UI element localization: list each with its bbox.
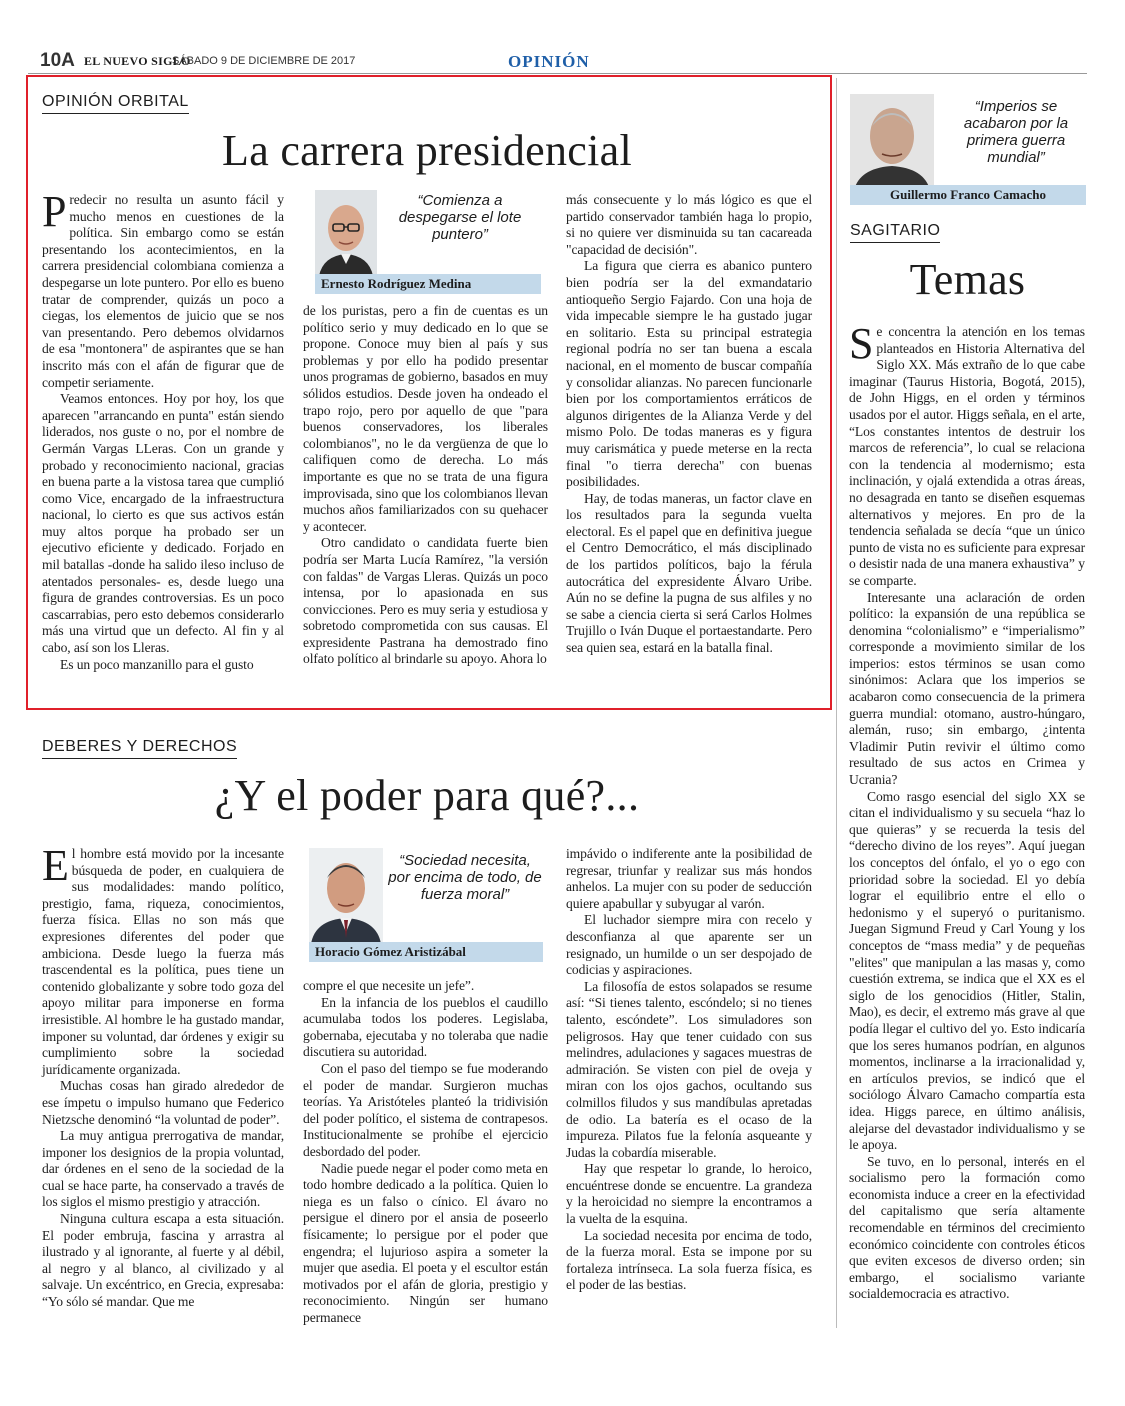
article1-headline: La carrera presidencial: [222, 126, 632, 175]
article1-col3-p3: Hay, de todas maneras, un factor clave en los resultados para la segunda vuelta electoral. Es el papel que en definitiva juegue el Centro Democrático, el más disciplinado de los partidos políticos, bajo la férula autocrática del expresidente Álvaro Uribe. Aún no se define la pugna de sus alfiles y no se sabe a ciencia cierta si será Carlos Holmes Trujillo o Iván Duque el portaestandarte. Pero sea quien sea, estará en la batalla final.: [566, 490, 812, 656]
article2-dropcap: E: [42, 841, 69, 890]
article1-col3-p1: más consecuente y lo más lógico es que el partido conservador también haga lo propio, si no quiere ver disminuida su tan cacareada "capacidad de decisión".: [566, 192, 812, 257]
article2-col1-p1: l hombre está movido por la incesante búsqueda de poder, en cualquiera de sus modalidades: mando político, prestigio, fama, riqueza, conocimientos, fuerza física. Ellas no son más que expresiones diferentes del poder que ambiciona. Desde luego la fuerza más trascendental es la política, pues tiene un contenido globalizante y sobre todo goza del apoyo militar para imponerse en forma irresistible. Al hombre le ha gustado mandar, imponer su voluntad, dar órdenes y exigir su cumplimiento sobre la sociedad jurídicamente organizada.: [42, 846, 284, 1077]
article1-col3: [566, 192, 812, 657]
article3-p3: Como rasgo esencial del siglo XX se citan el individualismo y su secuela “haz lo que quieras” y se recuerda la tesis del “derecho divino de los reyes”. Aquí juegan los conceptos del ónfalo, el yo o ego con prioridad sobre la sociedad. El yo debía lograr el equilibrio entre el ello o hedonismo y el superyó o puritanismo. Juegan Sigmund Freud y Carl Young y los conceptos de “mass media” y de pequeñas "elites" que manipulan a las masas y, como cuestión extrema, se indica que el XX es el siglo de los genocidios (Hitler, Stalin, Mao), es decir, el extremo más grave al que podía llegar el cultivo del yo. Esto indicaría que los seres humanos podrían, en algunos momentos, inclinarse a la irracionalidad y, en artículos previos, se indicó que el sociólogo Álvaro Camacho compartía esta idea. Higgs parece, en último análisis, alejarse del devastador individualismo y se le apoya.: [849, 788, 1085, 1153]
article1-quote: “Comienza a despegarse el lote puntero”: [398, 192, 522, 243]
author-photo: [315, 190, 377, 276]
article2-col2: [303, 978, 548, 1326]
article3-author-name: Guillermo Franco Camacho: [850, 185, 1086, 205]
article1-author-box: [303, 186, 541, 294]
article3-p4: Se tuvo, en lo personal, interés en el socialismo pero la formación como economista induce a creer en la efectividad del capitalismo que sería altamente recomendable en términos del crecimiento económico coincidente con controles éticos que eviten excesos de diverso orden; sin embargo, el socialismo variante socialdemocracia es atractivo.: [849, 1153, 1085, 1302]
author-photo: [309, 848, 383, 944]
article1-col2: [303, 303, 548, 668]
masthead: EL NUEVO SIGLO: [84, 54, 191, 68]
article1-dropcap: P: [42, 187, 67, 236]
article1-col1-p1: redecir no resulta un asunto fácil y mucho menos en cuestiones de la política. Sin embargo como se están presentando los acontecimientos, en la carrera presidencial colombiana comienza a despegarse un lote puntero. Por ello es bueno tratar de comprender, quizás un poco a ciegas, los elementos de juicio que se nos van presentando. Pero debemos olvidarnos de esa "montonera" de aspirantes que se han inscrito más con el afán de figurar que de competir seriamente.: [42, 192, 284, 390]
article2-headline: ¿Y el poder para qué?...: [214, 771, 640, 820]
article2-col1-p2: Muchas cosas han girado alrededor de ese ímpetu o impulso humano que Federico Nietzsche denominó “la voluntad de poder”.: [42, 1078, 284, 1127]
article2-col3-p1: impávido o indiferente ante la posibilidad de regresar, triunfar y realizar sus más hondos anhelos. La mujer con su poder de seducción quiere apabullar y subyugar al varón.: [566, 846, 812, 911]
article1-col3-p2: La figura que cierra es abanico puntero bien podría ser la del exmandatario antioqueño Sergio Fajardo. Con una hoja de vida impecable siempre le ha gustado jugar en solitario. Esta su principal estrategia regional podría no ser tan buena a escala nacional, en el momento de buscar compañía y consolidar alianzas. No parecen funcionarle bien por los comportamientos erráticos de algunos dirigentes de la Alianza Verde y del mismo Polo. De todas maneras es y figura muy carismática y puede meterse en la recta final "o tierra derecha" con buenas posibilidades.: [566, 258, 812, 490]
article2-col3-p3: La filosofía de estos solapados se resume así: “Si tienes talento, escóndelo; si no tienes talento, escóndete”. Los simuladores son peligrosos. Hay que tener cuidado con sus melindres, adulaciones y sagaces muestras de admiración. Se visten con piel de oveja y miran con los ojos gachos, ocultando sus colmillos filudos y sus mandíbulas apretadas de odio. La batería es el ocaso de la impureza. Pilatos fue la felonía asqueante y Judas la cobardía miserable.: [566, 978, 812, 1160]
article2-col1-p3: La muy antigua prerrogativa de mandar, imponer los designios de la propia voluntad, dar órdenes en el seno de la sociedad de la cual se hace parte, ha conservado a través de los siglos el mismo prestigio y atracción.: [42, 1128, 284, 1210]
article2-section-label: DEBERES Y DERECHOS: [42, 738, 237, 759]
article3-p2: Interesante una aclaración de orden político: la expansión de una república se denomina “colonialismo” e “imperialismo” corresponde a movimiento similar de los imperios: estos términos se usan como sinónimos: Aclara que los imperios se acabaron como consecuencia de la primera guerra mundial: otomano, austro-húngaro, alemán, ruso; sin embargo, ¿intenta Vladimir Putin revivir el último como resultado de sus actos en Crimea y Ucrania?: [849, 589, 1085, 788]
header-rule: [28, 73, 1087, 74]
header-date: SÁBADO 9 DE DICIEMBRE DE 2017: [172, 55, 356, 67]
article1-col1-p3: Es un poco manzanillo para el gusto: [60, 656, 254, 672]
article2-col3-p2: El luchador siempre mira con recelo y desconfianza al que aparente ser un resignado, un humilde o un ser despojado de codicias y aspiraciones.: [566, 912, 812, 978]
article2-col2-p1: compre el que necesite un jefe”.: [303, 978, 475, 993]
author-photo: [850, 94, 934, 190]
article3-headline: Temas: [909, 255, 1026, 304]
article1-section-label: OPINIÓN ORBITAL: [42, 93, 189, 114]
page-header: [40, 50, 1085, 74]
article2-col3-p5: La sociedad necesita por encima de todo, de la fuerza moral. Esta se impone por su fortaleza intrínseca. La sola fuerza física, es el poder de las bestias.: [566, 1227, 812, 1293]
article3-quote: “Imperios se acabaron por la primera guerra mundial”: [963, 98, 1069, 166]
article3-dropcap: S: [849, 319, 874, 368]
article2-col2-p3: Con el paso del tiempo se fue moderando el poder de mandar. Surgieron muchas teorías. Ya Aristóteles planteó la tridivisión del poder político, el sistema de contrapesos. Institucionalmente se prohíbe el ejercicio desbordado del poder.: [303, 1060, 548, 1159]
article1-author-name: Ernesto Rodríguez Medina: [315, 274, 541, 294]
article2-col1: [42, 841, 284, 1311]
article1-col2-p2: Otro candidato o candidata fuerte bien podría ser Marta Lucía Ramírez, "la versión con faldas" de Vargas Lleras. Quizás un poco intensa, por lo apasionada en sus convicciones. Pero es muy seria y estudiosa y sobretodo comprometida con sus causas. El expresidente Pastrana ha demostrado fino olfato político al brindarle su apoyo. Ahora lo: [303, 535, 548, 667]
article2-col1-p4: Ninguna cultura escapa a esta situación. El poder embruja, fascina y arrastra al ilustrado y al ignorante, al fuerte y al débil, al negro y al blanco, al civilizado y al salvaje. Un excéntrico, en Grecia, expresaba: “Yo sólo sé mandar. Que me: [42, 1211, 284, 1310]
page-number: 10A: [40, 50, 75, 71]
article2-author-box: [303, 846, 548, 966]
column-divider: [836, 78, 837, 1328]
article3-col: [849, 319, 1085, 1303]
article3-p1: e concentra la atención en los temas planteados en Historia Alternativa del Siglo XX. Más extraño de lo que cabe imaginar (Taurus Historia, Bogotá, 2015), de John Higgs, en el orden y términos usados por el autor. Higgs señala, en el arte, “Los constantes intentos de destruir los marcos de referencia”, lo cual se relaciona con la tendencia al modernismo; esta inclinación, y ojalá extendida a otras áreas, no desagrada en tanto se diseñen esquemas alternativos y mejores. En pro de la tendencia señalada se decía “que un único punto de vista no es suficiente para expresar o desistir nada de una manera exhaustiva” y se comparte.: [849, 324, 1085, 588]
article2-col3: [566, 846, 812, 1294]
article1-col2-p1: de los puristas, pero a fin de cuentas es un político serio y muy dedicado en lo que se propone. Conoce muy bien al país y sus problemas y por ello ha podido presentar unos programas de gobierno, basados en muy sólidos estudios. Desde joven ha ondeado el trapo rojo, pero por aquello de que "para buenos conservadores, los liberales colombianos", no le da vergüenza de que lo califiquen como de derecha. Lo más importante es que no se trata de una figura improvisada, sino que los colombianos llevan muchos años familiarizados con su quehacer y acontecer.: [303, 303, 548, 534]
section-title: OPINIÓN: [508, 52, 590, 71]
article1-col1: [42, 187, 284, 673]
article2-col2-p4: Nadie puede negar el poder como meta en todo hombre dedicado a la política. Quien lo niega es un falso o cínico. El ávaro no persigue el dinero por el ansia de poseerlo físicamente; lo persigue por el poder que engendra; el lujurioso aspira a someter la mujer que asedia. El poeta y el escultor están motivados por el afán de gloria, prestigio y reconocimiento. Ningún ser humano permanece: [303, 1160, 548, 1325]
article1-col1-p2: Veamos entonces. Hoy por hoy, los que aparecen "arrancando en punta" están siendo liderados, nos guste o no, por el nombre de Germán Vargas LLeras. Con un grande y probado y reconocimiento nacional, gracias en buena parte a la vistosa tarea que cumplió como Vice, encargado de la infraestructura nacional, lo cierto es que sus activos están muy altos porque ha probado ser un ejecutivo eficiente y dedicado. Forjado en mil batallas -donde ha salido ileso incluso de atentados personales- es, desde luego una figura de grandes controversias. Es un poco cascarrabias, pero esto debemos considerarlo más una virtud que un defecto. Al fin y al cabo, así son los Lleras.: [42, 391, 284, 656]
article2-author-name: Horacio Gómez Aristizábal: [309, 942, 543, 962]
article2-quote: “Sociedad necesita, por encima de todo, de fuerza moral”: [388, 852, 542, 903]
article3-section-label: SAGITARIO: [850, 222, 940, 243]
article3-author-box: [848, 92, 1088, 208]
article2-col3-p4: Hay que respetar lo grande, lo heroico, encuéntrese donde se encuentre. La grandeza y la heroicidad no siempre la encontramos a la vuelta de la esquina.: [566, 1161, 812, 1227]
article2-col2-p2: En la infancia de los pueblos el caudillo acumulaba todos los poderes. Legislaba, gobernaba, ejecutaba y no toleraba que nadie discutiera su autoridad.: [303, 994, 548, 1060]
